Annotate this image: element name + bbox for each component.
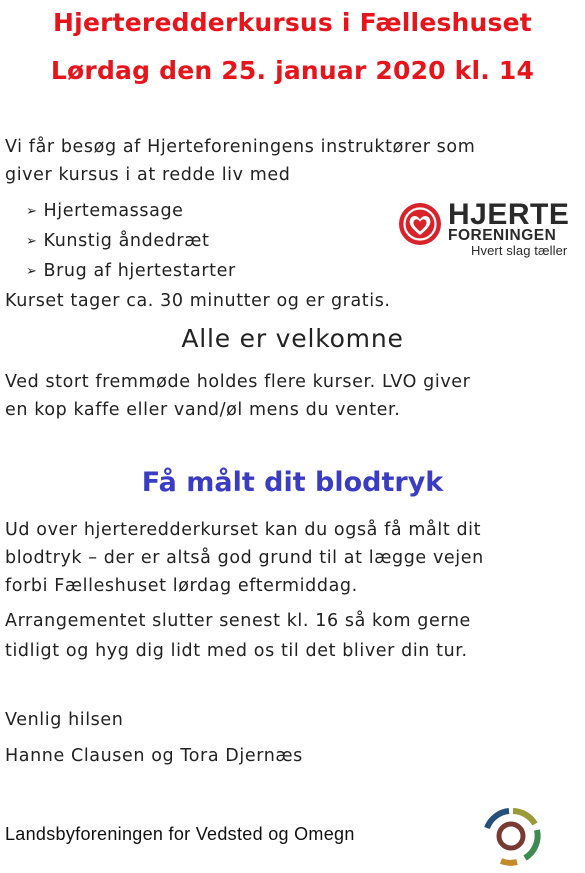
signature-names: Hanne Clausen og Tora Djernæs — [5, 746, 303, 766]
logo-word-hjerte: HJERTE — [448, 198, 570, 231]
welcome-heading: Alle er velkomne — [181, 324, 404, 353]
ending-line-1: Arrangementet slutter senest kl. 16 så kom gerne — [5, 611, 471, 631]
bullet-list — [26, 197, 236, 287]
list-item — [26, 227, 236, 257]
title-line-2: Lørdag den 25. januar 2020 kl. 14 — [50, 56, 535, 85]
blood-line-3: forbi Fælleshuset lørdag eftermiddag. — [5, 576, 358, 596]
arrow-bullet-icon: ➢ — [26, 264, 38, 279]
logo-tagline: Hvert slag tæller — [471, 243, 568, 258]
lvo-ring-logo-icon — [473, 806, 553, 866]
ending-line-2: tidligt og hyg dig lidt med os til det bliver din tur. — [5, 641, 468, 661]
logo-word-foreningen: FORENINGEN — [448, 227, 557, 244]
blood-line-1: Ud over hjerteredderkurset kan du også få målt dit — [5, 520, 482, 540]
duration-text: Kurset tager ca. 30 minutter og er gratis. — [5, 291, 391, 311]
list-item — [26, 197, 236, 227]
bullet-text: Hjertemassage — [43, 201, 184, 221]
list-item — [26, 257, 236, 287]
greeting: Venlig hilsen — [5, 710, 124, 730]
heart-logo-icon — [398, 202, 442, 246]
organization-name: Landsbyforeningen for Vedsted og Omegn — [5, 824, 355, 844]
intro-line-1: Vi får besøg af Hjerteforeningens instruktører som — [5, 137, 476, 157]
arrow-bullet-icon: ➢ — [26, 204, 38, 219]
bloodpressure-heading: Få målt dit blodtryk — [141, 467, 444, 498]
extra-line-2: en kop kaffe eller vand/øl mens du venter. — [5, 400, 401, 420]
title-line-1: Hjerteredderkursus i Fælleshuset — [53, 8, 532, 37]
hjerteforeningen-logo — [398, 198, 580, 260]
extra-line-1: Ved stort fremmøde holdes flere kurser. LVO giver — [5, 372, 471, 392]
blood-line-2: blodtryk – der er altså god grund til at lægge vejen — [5, 548, 484, 568]
arrow-bullet-icon: ➢ — [26, 234, 38, 249]
intro-line-2: giver kursus i at redde liv med — [5, 165, 291, 185]
bullet-text: Kunstig åndedræt — [43, 231, 210, 251]
bullet-text: Brug af hjertestarter — [43, 261, 236, 281]
